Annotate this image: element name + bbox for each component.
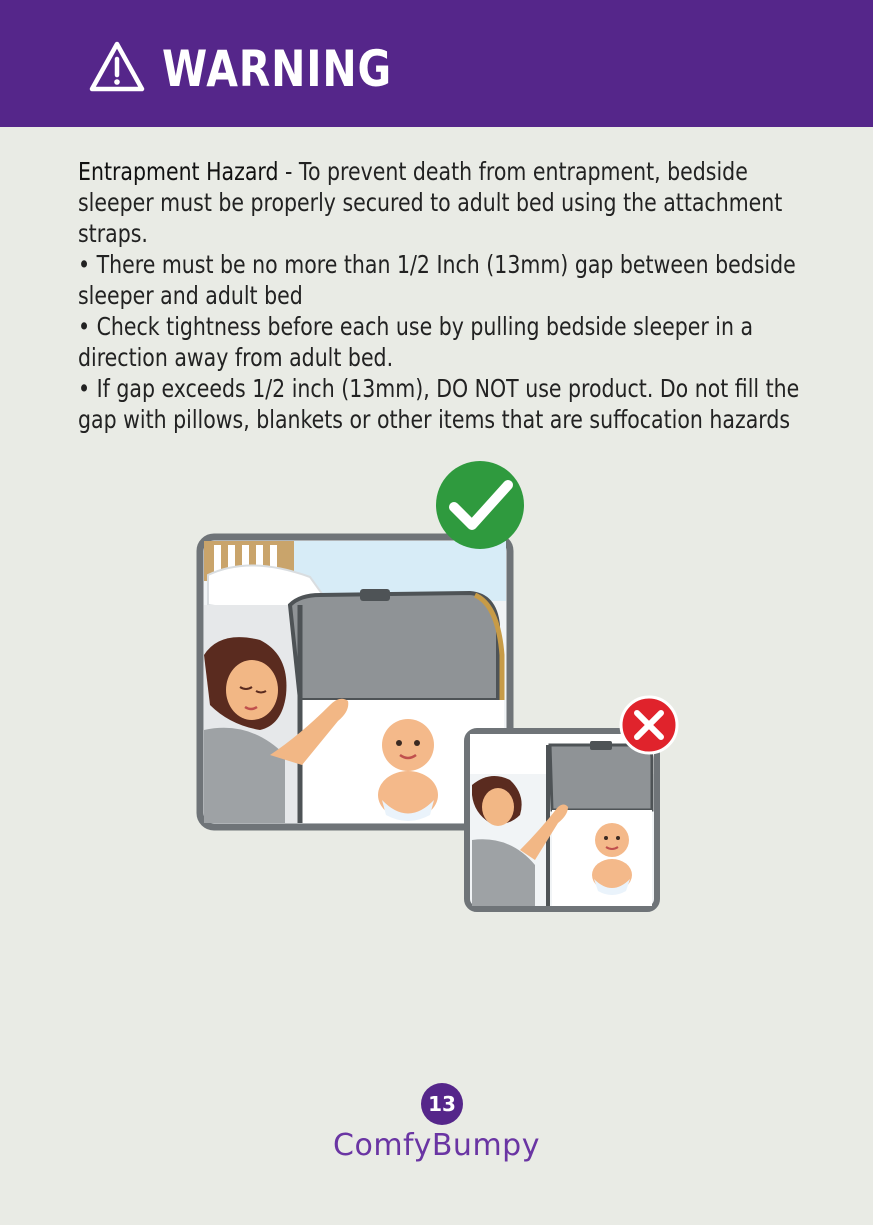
hazard-term: Entrapment Hazard (78, 157, 279, 186)
warning-triangle-icon (88, 40, 146, 94)
warning-banner (0, 0, 873, 127)
brand-logo: ComfyBumpy (333, 1128, 540, 1163)
warning-body (78, 156, 800, 435)
warning-title: WARNING (162, 40, 392, 98)
bullet-gap-limit: • There must be no more than 1/2 Inch (13mm) gap between bedside sleeper and adult bed (78, 250, 796, 310)
incorrect-usage-panel (467, 697, 677, 909)
checkmark-icon (436, 461, 524, 549)
hazard-description: - To prevent death from entrapment, bedside sleeper must be properly secured to adult bed using the attachment straps. (78, 157, 783, 248)
page-number-badge: 13 (421, 1083, 463, 1125)
x-mark-icon (621, 697, 677, 753)
bullet-check-tightness: • Check tightness before each use by pulling bedside sleeper in a direction away from adult bed. (78, 312, 754, 372)
hazard-paragraph (78, 156, 800, 249)
bedside-sleeper-illustration (190, 455, 690, 920)
bullet-gap-exceeds: • If gap exceeds 1/2 inch (13mm), DO NOT use product. Do not fill the gap with pillows, blankets or other items that are suffocation hazards (78, 374, 800, 434)
